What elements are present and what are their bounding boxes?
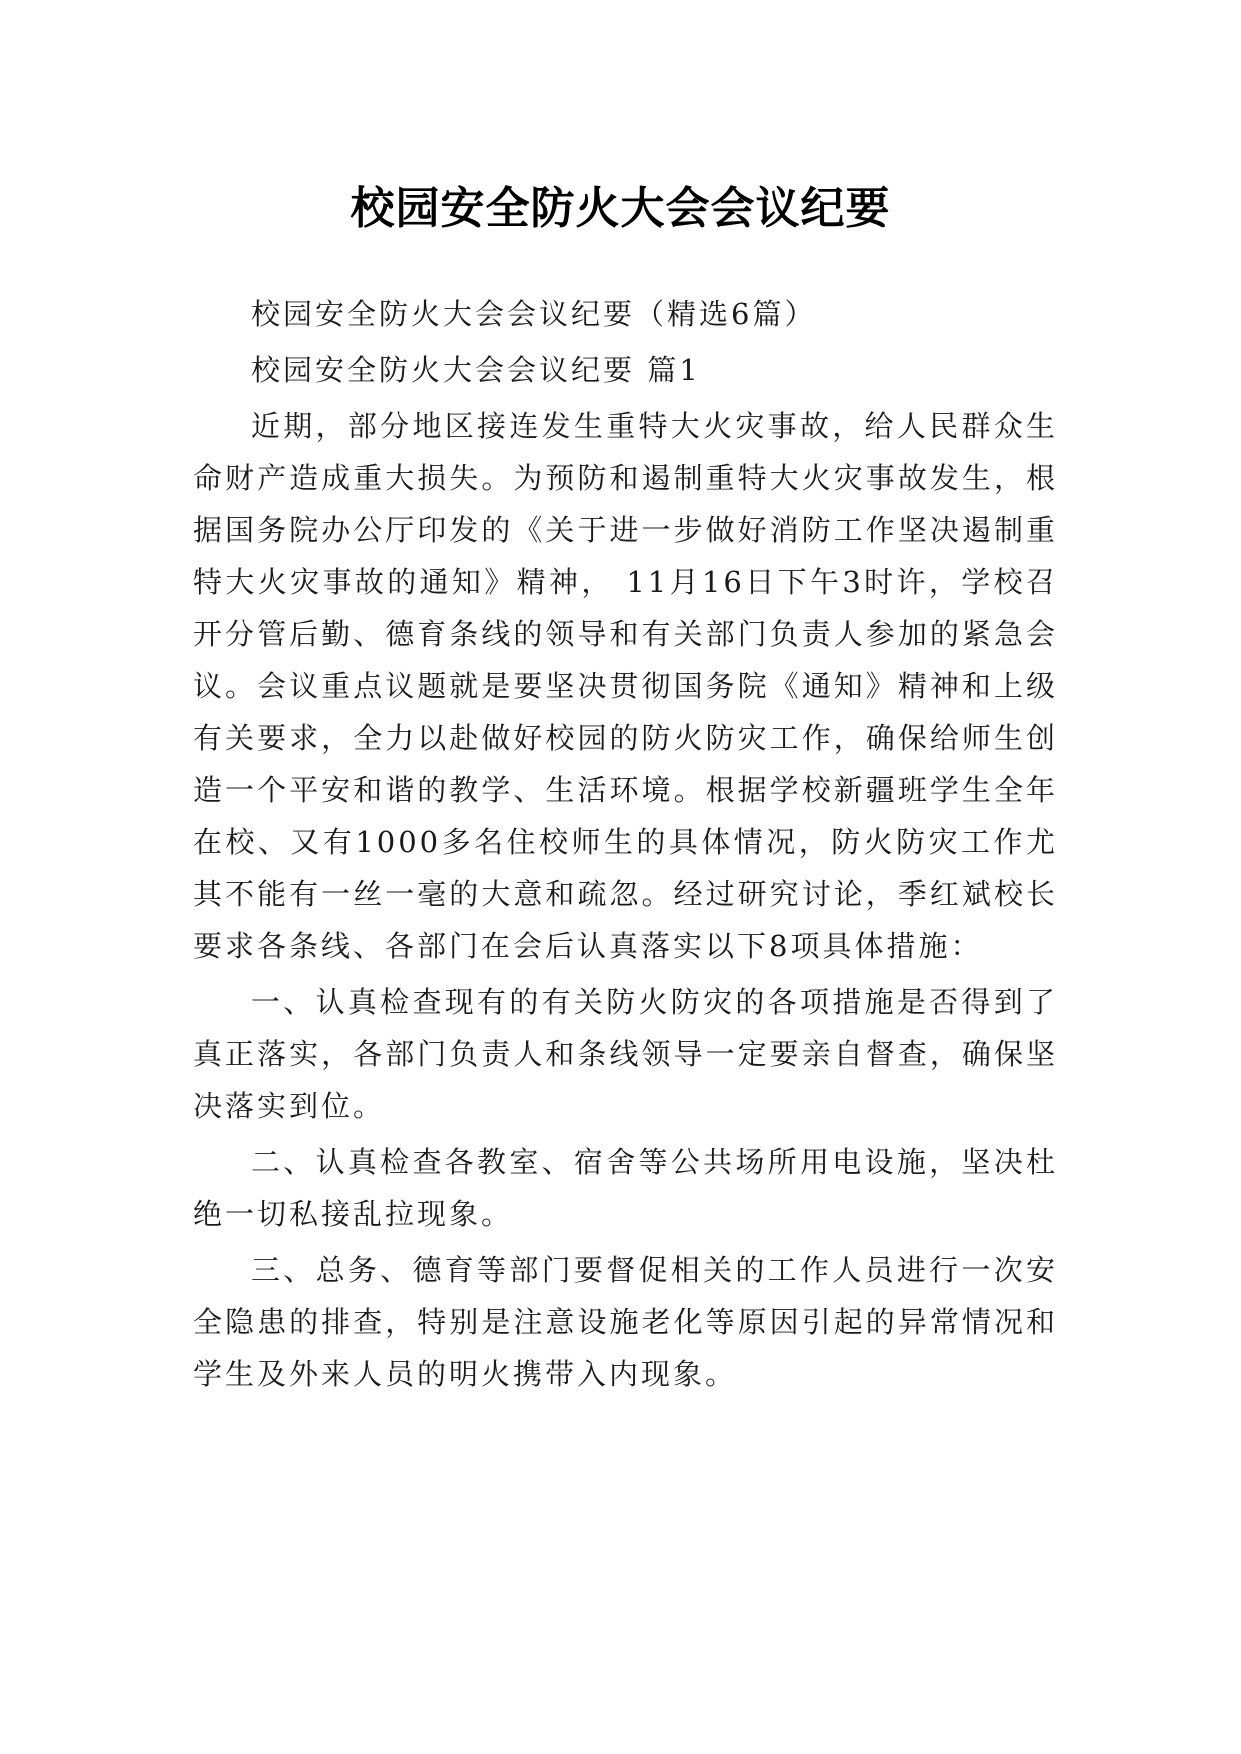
paragraph-measure-2: 二、认真检查各教室、宿舍等公共场所用电设施，坚决杜绝一切私接乱拉现象。: [193, 1145, 1058, 1231]
paragraph-intro: 近期，部分地区接连发生重特大火灾事故，给人民群众生命财产造成重大损失。为预防和遏制重特大火灾事故发生，根据国务院办公厅印发的《关于进一步做好消防工作坚决遏制重特大火灾事故的通知》精神， 11月16日下午3时许，学校召开分管后勤、德育条线的领导和有关部门负责人参加的紧急会议。会议重点议题就是要坚决贯彻国务院《通知》精神和上级有关要求，全力以赴做好校园的防火防灾工作，确保给师生创造一个平安和谐的教学、生活环境。根据学校新疆班学生全年在校、又有1000多名住校师生的具体情况，防火防灾工作尤其不能有一丝一毫的大意和疏忽。经过研究讨论，季红斌校长要求各条线、各部门在会后认真落实以下8项具体措施：: [193, 409, 1058, 963]
paragraph-measure-3: 三、总务、德育等部门要督促相关的工作人员进行一次安全隐患的排查，特别是注意设施老化等原因引起的异常情况和学生及外来人员的明火携带入内现象。: [193, 1253, 1058, 1391]
paragraph-measure-1: 一、认真检查现有的有关防火防灾的各项措施是否得到了真正落实，各部门负责人和条线领导一定要亲自督查，确保坚决落实到位。: [193, 985, 1058, 1123]
document-title: 校园安全防火大会会议纪要: [350, 183, 891, 235]
subtitle-collection: 校园安全防火大会会议纪要（精选6篇）: [251, 297, 817, 331]
document-body: [193, 288, 1058, 1404]
section-heading: 校园安全防火大会会议纪要 篇1: [251, 353, 701, 387]
